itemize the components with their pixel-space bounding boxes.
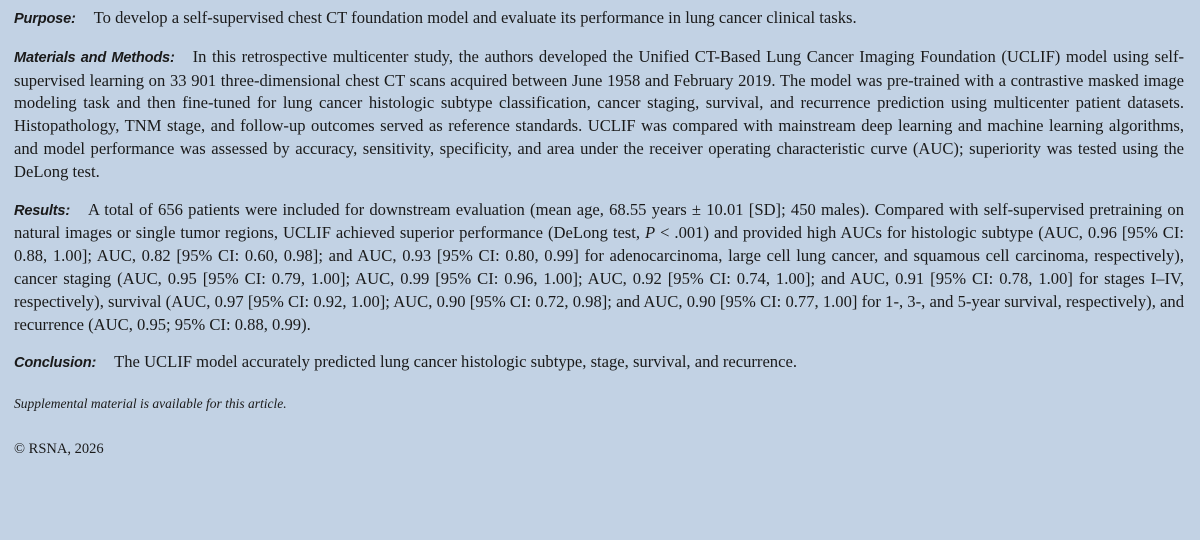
results-section xyxy=(14,199,1184,337)
p-value-symbol: P xyxy=(645,223,656,243)
methods-text: In this retrospective multicenter study, the authors developed the Unified CT-Based Lung Cancer Imaging Foundation (UCLIF) model using self-supervised learning on 33 901 three-dimensional chest CT scans acquired between June 1958 and February 2019. The model was pre-trained with a contrastive masked image modeling task and then fine-tuned for lung cancer histologic subtype classification, cancer staging, survival, and recurrence prediction using multicenter patient datasets. Histopathology, TNM stage, and follow-up outcomes served as reference standards. UCLIF was compared with mainstream deep learning and machine learning algorithms, and model performance was assessed by accuracy, sensitivity, specificity, and area under the receiver operating characteristic curve (AUC); superiority was tested using the DeLong test. xyxy=(14,46,1184,181)
methods-section xyxy=(14,46,1184,184)
methods-label: Materials and Methods: xyxy=(14,49,175,66)
conclusion-label: Conclusion: xyxy=(14,355,97,372)
results-label: Results: xyxy=(14,202,70,219)
conclusion-text: The UCLIF model accurately predicted lung cancer histologic subtype, stage, survival, and recurrence. xyxy=(114,352,797,372)
purpose-label: Purpose: xyxy=(14,11,76,27)
results-text-part1: A total of 656 patients were included for downstream evaluation (mean age, 68.55 years ± 10.01 [SD]; 450 males). Compared with self-supervised pretraining on natural images or single tumor regions, UCLIF achieved superior performance (DeLong test, xyxy=(14,199,1184,243)
conclusion-section xyxy=(14,351,1184,375)
results-text-part2: < .001) and provided high AUCs for histologic subtype (AUC, 0.96 [95% CI: 0.88, 1.00]; AUC, 0.82 [95% CI: 0.60, 0.98]; and AUC, 0.93 [95% CI: 0.80, 0.99] for adenocarcinoma, large cell lung cancer, and squamous cell carcinoma, respectively), cancer staging (AUC, 0.95 [95% CI: 0.79, 1.00]; AUC, 0.99 [95% CI: 0.96, 1.00]; AUC, 0.92 [95% CI: 0.74, 1.00]; and AUC, 0.91 [95% CI: 0.78, 1.00] for stages I–IV, respectively), survival (AUC, 0.97 [95% CI: 0.92, 1.00]; AUC, 0.90 [95% CI: 0.72, 0.98]; and AUC, 0.90 [95% CI: 0.77, 1.00] for 1-, 3-, and 5-year survival, respectively), and recurrence (AUC, 0.95; 95% CI: 0.88, 0.99). xyxy=(14,223,1184,334)
purpose-text: To develop a self-supervised chest CT foundation model and evaluate its performance in lung cancer clinical tasks. xyxy=(93,8,857,27)
supplemental-note: Supplemental material is available for this article. xyxy=(14,396,287,412)
purpose-section xyxy=(14,7,1184,31)
copyright: © RSNA, 2026 xyxy=(14,440,104,457)
